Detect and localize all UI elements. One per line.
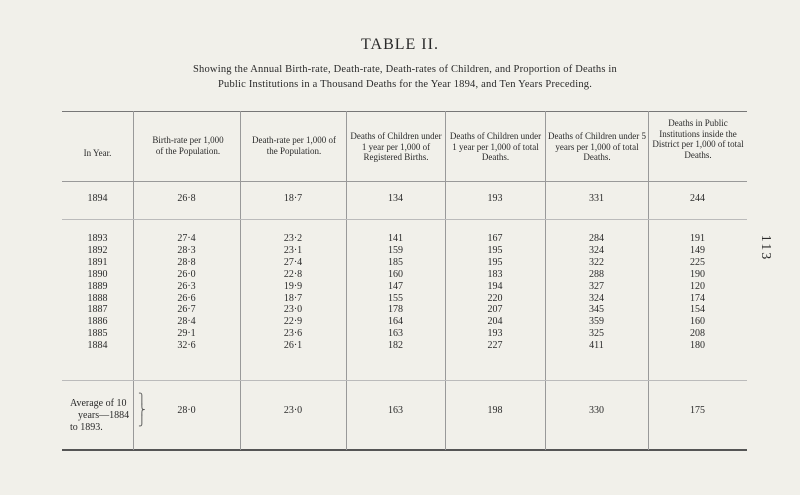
header-child-deaths-births: Deaths of Children under 1 year per 1,000 of Registered Births. — [350, 131, 442, 162]
average-infant-deaths: 198 — [487, 405, 503, 416]
row-year: 1888 — [87, 292, 108, 304]
row-year: 1885 — [87, 328, 108, 340]
header-birth-rate: Birth-rate per 1,000 of the Population. — [152, 135, 224, 156]
average-rule — [62, 380, 747, 381]
row-public: 244 — [690, 193, 705, 204]
table-subtitle — [60, 62, 750, 92]
row-death-rate: 18·7 — [283, 193, 303, 204]
brace-icon: ⎫ ⎬ ⎭ — [138, 394, 146, 427]
row-under5: 345 — [589, 304, 604, 316]
average-label — [70, 398, 129, 434]
row-birth-rate: 28·3 — [177, 244, 196, 256]
row-death-rate: 18·7 — [283, 292, 303, 304]
row-infant-births: 160 — [388, 268, 403, 280]
row-under5: 327 — [589, 280, 604, 292]
header-year: In Year. — [83, 148, 112, 158]
row-death-rate: 19·9 — [283, 280, 303, 292]
row-under5: 359 — [589, 316, 604, 328]
average-birth-rate: 28·0 — [177, 405, 196, 416]
header-public-institutions: Deaths in Public Institutions inside the District per 1,000 of total Deaths. — [652, 118, 744, 160]
average-infant-births: 163 — [388, 405, 403, 416]
row-death-rate: 23·1 — [283, 244, 303, 256]
row-infant-deaths: 195 — [487, 244, 503, 256]
row-infant-deaths: 195 — [487, 256, 503, 268]
row-infant-deaths: 183 — [487, 268, 503, 280]
row-infant-births: 155 — [388, 292, 403, 304]
row-death-rate: 23·6 — [283, 328, 303, 340]
row-under5: 288 — [589, 268, 604, 280]
row-death-rate: 22·8 — [283, 268, 303, 280]
row-birth-rate: 26·7 — [177, 304, 196, 316]
row-death-rate: 23·2 — [283, 233, 303, 244]
row-year: 1889 — [87, 280, 108, 292]
subtitle-line-2: Public Institutions in a Thousand Deaths for the Year 1894, and Ten Years Preceding. — [217, 79, 593, 90]
row-year: 1892 — [87, 244, 108, 256]
subtitle-line-1: Showing the Annual Birth-rate, Death-rate, Death-rates of Children, and Proportion of Deaths in — [192, 64, 618, 75]
row-public: 120 — [690, 280, 705, 292]
row-public: 160 — [690, 316, 705, 328]
average-public: 175 — [690, 405, 705, 416]
row-under5: 325 — [589, 328, 604, 340]
average-label-line: to 1893. — [70, 422, 103, 433]
row-year: 1884 — [87, 340, 108, 352]
row-infant-deaths: 193 — [487, 193, 503, 204]
row-public: 154 — [690, 304, 705, 316]
row-public: 180 — [690, 340, 705, 352]
row-infant-births: 159 — [388, 244, 403, 256]
row-year: 1887 — [87, 304, 108, 316]
row-infant-deaths: 194 — [487, 280, 503, 292]
row-death-rate: 23·0 — [283, 304, 303, 316]
row-infant-births: 147 — [388, 280, 403, 292]
row-infant-births: 182 — [388, 340, 403, 352]
row-infant-deaths: 193 — [487, 328, 503, 340]
row-infant-births: 185 — [388, 256, 403, 268]
table-title: TABLE II. — [361, 36, 439, 53]
table-bottom-rule — [62, 449, 747, 451]
row-under5: 324 — [589, 292, 604, 304]
row-under5: 322 — [589, 256, 604, 268]
row-year: 1886 — [87, 316, 108, 328]
current-year-rule — [62, 219, 747, 220]
row-infant-births: 134 — [388, 193, 403, 204]
row-birth-rate: 28·4 — [177, 316, 196, 328]
row-birth-rate: 26·8 — [177, 193, 196, 204]
row-year: 1893 — [87, 233, 108, 244]
table-top-rule — [62, 111, 747, 112]
average-under5: 330 — [589, 405, 604, 416]
header-death-rate: Death-rate per 1,000 of the Population. — [252, 135, 336, 156]
row-infant-deaths: 167 — [487, 233, 503, 244]
row-birth-rate: 32·6 — [177, 340, 196, 352]
row-public: 225 — [690, 256, 705, 268]
row-infant-deaths: 204 — [487, 316, 503, 328]
row-under5: 284 — [589, 233, 604, 244]
row-year: 1894 — [87, 193, 108, 204]
row-death-rate: 27·4 — [283, 256, 303, 268]
row-infant-births: 178 — [388, 304, 403, 316]
row-birth-rate: 26·3 — [177, 280, 196, 292]
row-public: 174 — [690, 292, 705, 304]
row-year: 1890 — [87, 268, 108, 280]
row-infant-deaths: 227 — [487, 340, 503, 352]
average-label-line: Average of 10 — [70, 398, 127, 409]
row-birth-rate: 26·6 — [177, 292, 196, 304]
row-birth-rate: 27·4 — [177, 233, 196, 244]
row-death-rate: 22·9 — [283, 316, 303, 328]
row-death-rate: 26·1 — [283, 340, 303, 352]
header-under5-deaths: Deaths of Children under 5 years per 1,000 of total Deaths. — [548, 131, 646, 162]
row-birth-rate: 29·1 — [177, 328, 196, 340]
row-birth-rate: 26·0 — [177, 268, 196, 280]
row-infant-births: 164 — [388, 316, 403, 328]
row-under5: 331 — [589, 193, 604, 204]
row-infant-deaths: 220 — [487, 292, 503, 304]
row-infant-deaths: 207 — [487, 304, 503, 316]
row-public: 208 — [690, 328, 705, 340]
average-label-line: years—1884 — [78, 410, 130, 421]
row-birth-rate: 28·8 — [177, 256, 196, 268]
row-public: 191 — [690, 233, 705, 244]
row-infant-births: 163 — [388, 328, 403, 340]
header-child-deaths-total: Deaths of Children under 1 year per 1,000 of total Deaths. — [449, 131, 542, 162]
header-rule — [62, 181, 747, 182]
row-infant-births: 141 — [388, 233, 403, 244]
row-year: 1891 — [87, 256, 108, 268]
row-under5: 411 — [589, 340, 604, 352]
average-death-rate: 23·0 — [283, 405, 303, 416]
row-under5: 324 — [589, 244, 604, 256]
row-public: 190 — [690, 268, 705, 280]
page-number: 113 — [758, 234, 774, 262]
row-public: 149 — [690, 244, 705, 256]
